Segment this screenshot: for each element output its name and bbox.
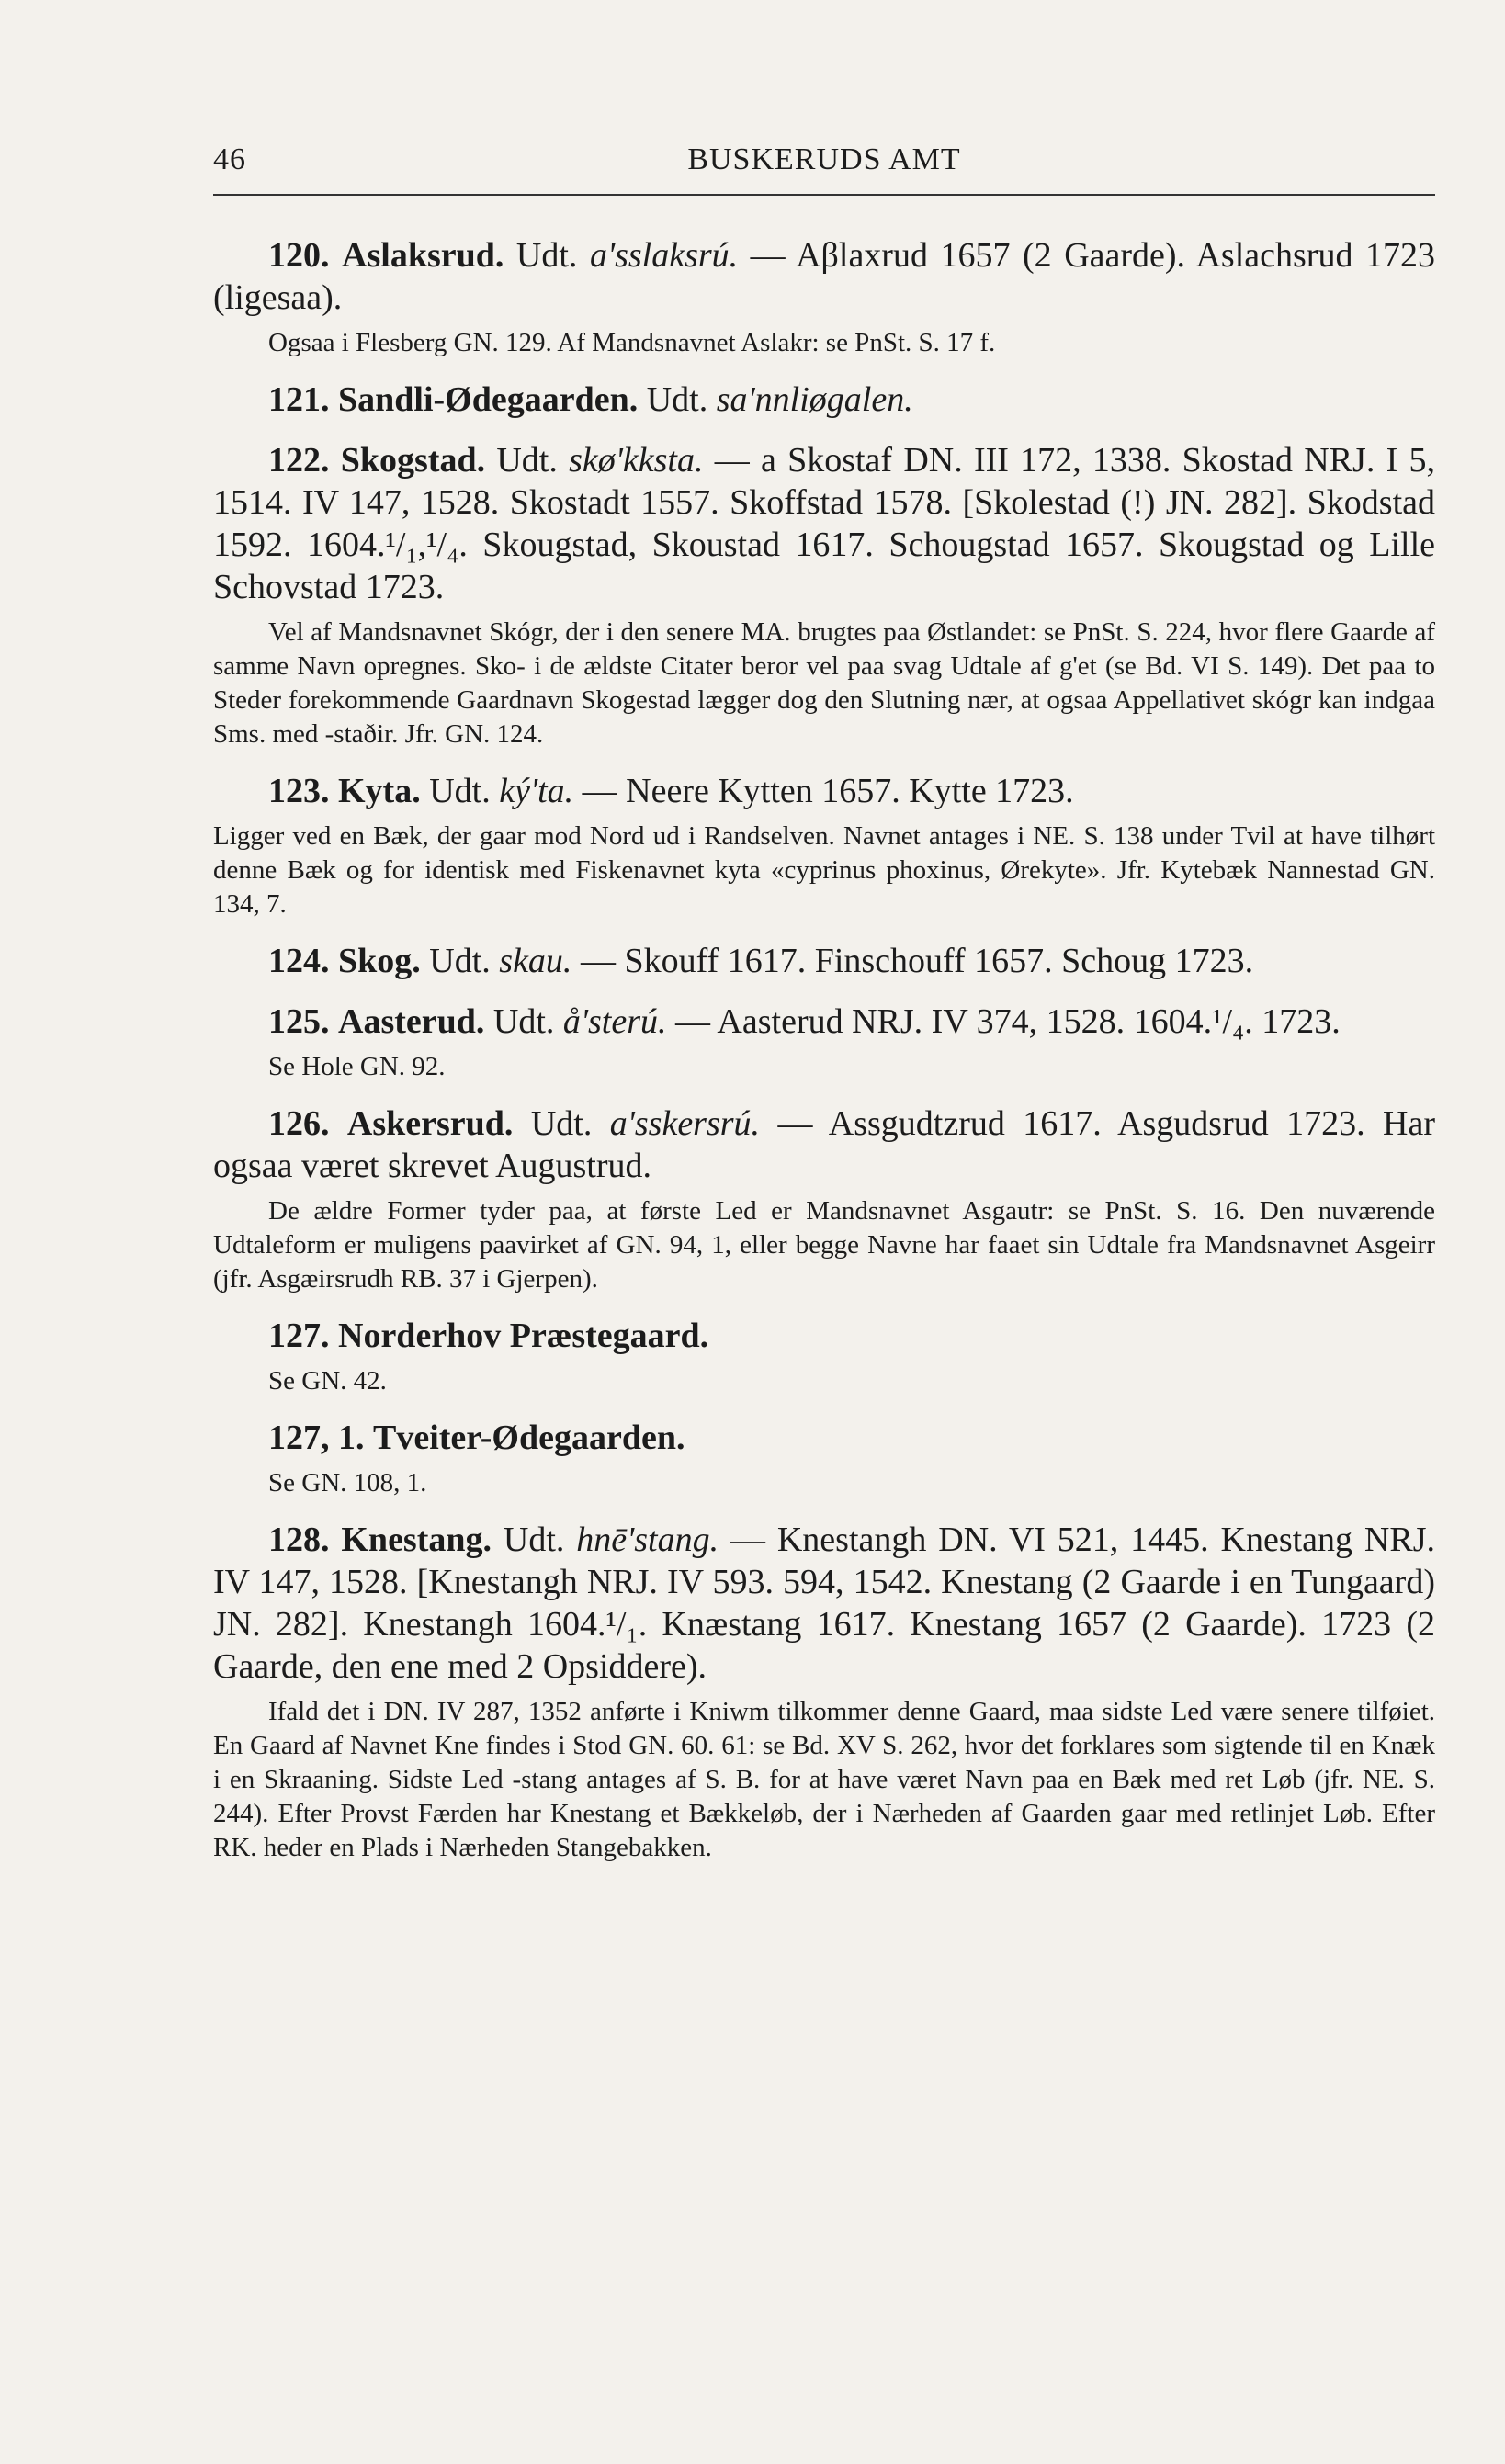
document-page — [213, 142, 1435, 1883]
entry-126 — [213, 1102, 1435, 1296]
entry-124 — [213, 940, 1435, 982]
page-number: 46 — [213, 142, 246, 176]
entry-name: Aasterud. — [338, 1002, 485, 1041]
entry-name: Skogstad. — [340, 441, 486, 480]
entry-number: 120. — [268, 236, 330, 275]
entry-main: 123. Kyta. Udt. ký'ta. — Neere Kytten 1657. Kytte 1723. — [268, 772, 1074, 810]
entry-120 — [213, 234, 1435, 360]
entry-main — [213, 1417, 1435, 1459]
entry-number: 123. — [268, 772, 330, 810]
entry-note: Se GN. 42. — [268, 1366, 387, 1396]
entry-note: Se Hole GN. 92. — [268, 1052, 446, 1081]
entry-pronunciation: sa'nnliøgalen. — [716, 380, 913, 419]
entry-name: Kyta. — [338, 772, 421, 810]
entry-forms: — Skouff 1617. Finschouff 1657. Schoug 1723. — [571, 942, 1254, 980]
entry-pronunciation: hnē'stang. — [576, 1520, 719, 1559]
entry-forms: — Assgudtzrud 1617. Asgudsrud 1723. Har ogsaa været skrevet Augustrud. — [213, 1104, 1436, 1185]
entry-125 — [213, 1000, 1435, 1084]
entry-pronunciation: å'sterú. — [562, 1002, 667, 1041]
entry-pronunciation: a'sskersrú. — [609, 1104, 761, 1143]
entry-name: Knestang. — [341, 1520, 492, 1559]
entry-note: Ifald det i DN. IV 287, 1352 anførte i Kniwm tilkommer denne Gaard, maa sidste Led være senere tilføiet. En Gaard af Navnet Kne findes i Stod GN. 60. 61: se Bd. XV S. 262, hvor det forklares som sigtende til en Knæk i en Skraaning. Sidste Led -stang antages af S. B. for at have været Navn paa en Bæk med ret Løb (jfr. NE. S. 244). Efter Provst Færden har Knestang et Bækkeløb, der i Nærheden af Gaarden gaar med retlinjet Løb. Efter RK. heder en Plads i Nærheden Stangebakken. — [213, 1697, 1435, 1862]
entry-main: 126. Askersrud. Udt. a'sskersrú. — Assgudtzrud 1617. Asgudsrud 1723. Har ogsaa været skrevet Augustrud. — [213, 1104, 1436, 1185]
entry-pronunciation: skø'kksta. — [569, 441, 704, 480]
entry-number: 125. — [268, 1002, 330, 1041]
entry-122 — [213, 439, 1435, 752]
entry-main: 125. Aasterud. Udt. å'sterú. — Aasterud NRJ. IV 374, 1528. 1604.¹/₄. 1723. — [268, 1002, 1341, 1041]
entry-number: 121. — [268, 380, 330, 419]
entry-name: Sandli-Ødegaarden. — [338, 380, 639, 419]
entry-number: 127, 1. — [268, 1418, 365, 1457]
entry-name: Skog. — [338, 942, 421, 980]
page-header — [213, 142, 1435, 194]
entry-128 — [213, 1519, 1435, 1865]
entry-main: 128. Knestang. Udt. hnē'stang. — Knestangh DN. VI 521, 1445. Knestang NRJ. IV 147, 1528. [Knestangh NRJ. IV 593. 594, 1542. Knestang (2 Gaarde i en Tungaard) JN. 282]. Knestangh 1604.¹/₁. Knæstang 1617. Knestang 1657 (2 Gaarde). 1723 (2 Gaarde, den ene med 2 Opsiddere). — [213, 1520, 1435, 1686]
entry-pronunciation: skau. — [499, 942, 572, 980]
entry-main: 121. Sandli-Ødegaarden. Udt. sa'nnliøgalen. — [268, 380, 913, 419]
entry-name: Norderhov Præstegaard. — [338, 1317, 709, 1355]
header-rule — [213, 194, 1435, 196]
entry-forms: — a Skostaf DN. III 172, 1338. Skostad NRJ. I 5, 1514. IV 147, 1528. Skostadt 1557. Skoffstad 1578. [Skolestad (!) JN. 282]. Skodstad 1592. 1604.¹/₁,¹/₄. Skougstad, Skoustad 1617. Schougstad 1657. Skougstad og Lille Schovstad 1723. — [213, 441, 1435, 606]
entry-main — [213, 1315, 1435, 1357]
page-title: BUSKERUDS AMT — [687, 142, 961, 176]
entry-note: Ligger ved en Bæk, der gaar mod Nord ud i Randselven. Navnet antages i NE. S. 138 under Tvil at have tilhørt denne Bæk og for identisk med Fiskenavnet kyta «cyprinus phoxinus, Ørekyte». Jfr. Kytebæk Nannestad GN. 134, 7. — [213, 821, 1435, 919]
entry-main: 122. Skogstad. Udt. skø'kksta. — a Skostaf DN. III 172, 1338. Skostad NRJ. I 5, 1514. IV 147, 1528. Skostadt 1557. Skoffstad 1578. [Skolestad (!) JN. 282]. Skodstad 1592. 1604.¹/₁,¹/₄. Skougstad, Skoustad 1617. Schougstad 1657. Skougstad og Lille Schovstad 1723. — [213, 441, 1435, 606]
entry-number: 122. — [268, 441, 330, 480]
entry-forms: — Aβlaxrud 1657 (2 Gaarde). Aslachsrud 1723 (ligesaa). — [213, 236, 1435, 317]
entry-name: Askersrud. — [346, 1104, 514, 1143]
entry-121 — [213, 379, 1435, 421]
entry-main: 124. Skog. Udt. skau. — Skouff 1617. Finschouff 1657. Schoug 1723. — [268, 942, 1254, 980]
entry-forms: — Neere Kytten 1657. Kytte 1723. — [573, 772, 1074, 810]
entry-pronunciation: ký'ta. — [499, 772, 574, 810]
entry-number: 126. — [268, 1104, 330, 1143]
entry-number: 124. — [268, 942, 330, 980]
entry-name: Tveiter-Ødegaarden. — [373, 1418, 685, 1457]
entry-number: 128. — [268, 1520, 330, 1559]
entry-note: Se GN. 108, 1. — [268, 1468, 427, 1498]
entry-number: 127. — [268, 1317, 330, 1355]
entry-127 — [213, 1315, 1435, 1398]
entry-pronunciation: a'sslaksrú. — [589, 236, 739, 275]
entry-forms: — Aasterud NRJ. IV 374, 1528. 1604.¹/₄. 1723. — [666, 1002, 1341, 1041]
entry-forms: — Knestangh DN. VI 521, 1445. Knestang NRJ. IV 147, 1528. [Knestangh NRJ. IV 593. 594, 1542. Knestang (2 Gaarde i en Tungaard) JN. 282]. Knestangh 1604.¹/₁. Knæstang 1617. Knestang 1657 (2 Gaarde). 1723 (2 Gaarde, den ene med 2 Opsiddere). — [213, 1520, 1435, 1686]
entry-123 — [213, 770, 1435, 921]
entry-main: 120. Aslaksrud. Udt. a'sslaksrú. — Aβlaxrud 1657 (2 Gaarde). Aslachsrud 1723 (ligesaa). — [213, 236, 1435, 317]
entry-note: Ogsaa i Flesberg GN. 129. Af Mandsnavnet Aslakr: se PnSt. S. 17 f. — [268, 328, 996, 357]
entry-name: Aslaksrud. — [342, 236, 504, 275]
entry-127-1 — [213, 1417, 1435, 1500]
entry-note: Vel af Mandsnavnet Skógr, der i den senere MA. brugtes paa Østlandet: se PnSt. S. 224, hvor flere Gaarde af samme Navn opregnes. Sko- i de ældste Citater beror vel paa svag Udtale af g'et (se Bd. VI S. 149). Det paa to Steder forekommende Gaardnavn Skogestad lægger dog den Slutning nær, at ogsaa Appellativet skógr kan indgaa Sms. med -staðir. Jfr. GN. 124. — [213, 617, 1435, 749]
entry-note: De ældre Former tyder paa, at første Led er Mandsnavnet Asgautr: se PnSt. S. 16. Den nuværende Udtaleform er muligens paavirket af GN. 94, 1, eller begge Navne har faaet sin Udtale fra Mandsnavnet Asgeirr (jfr. Asgæirsrudh RB. 37 i Gjerpen). — [213, 1196, 1435, 1294]
